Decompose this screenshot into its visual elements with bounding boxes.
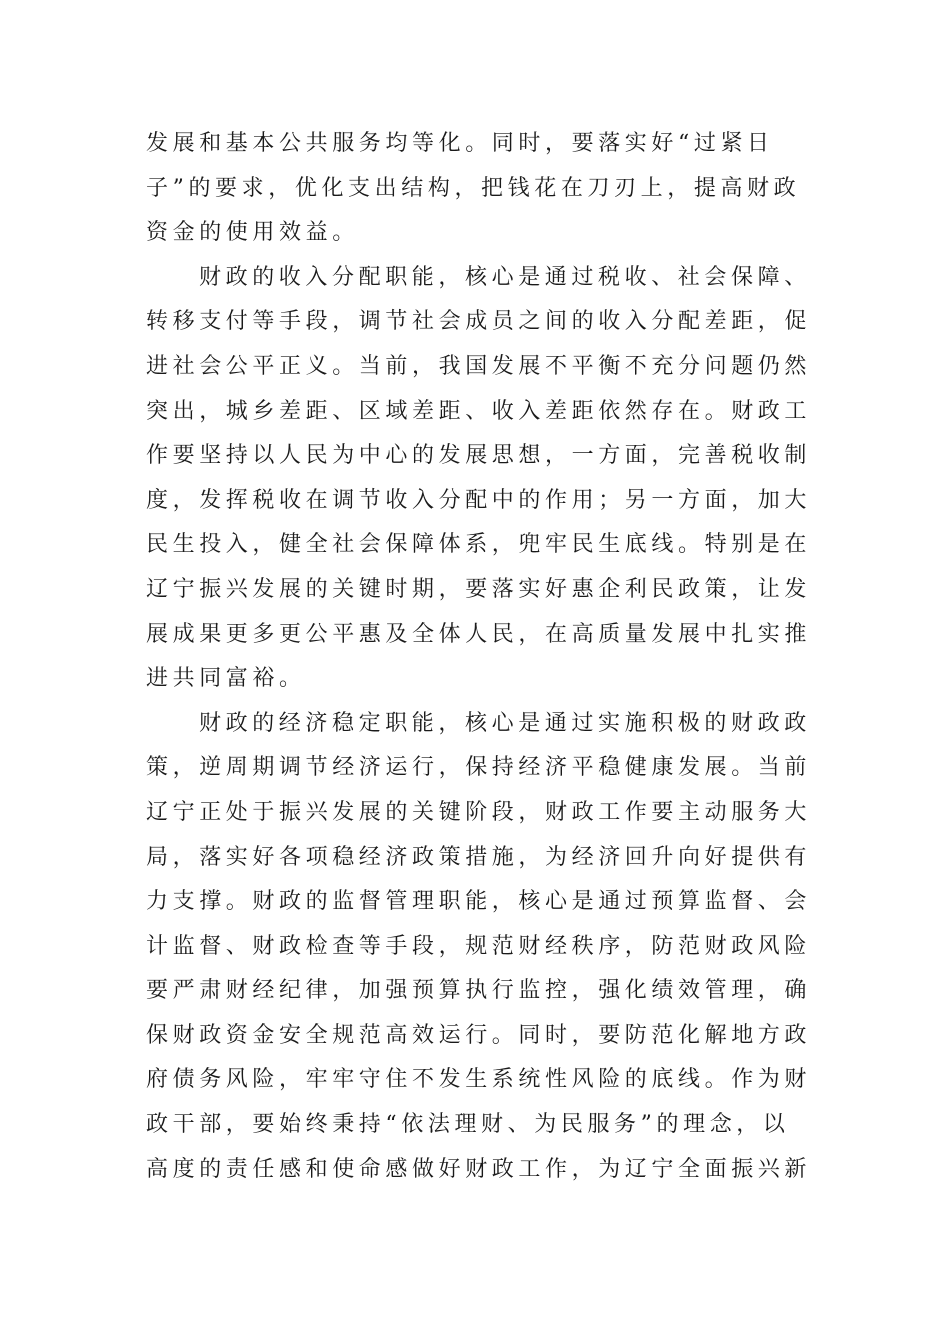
text-line: 民生投入，健全社会保障体系，兜牢民生底线。特别是在 xyxy=(146,532,812,558)
text-line: 进社会公平正义。当前，我国发展不平衡不充分问题仍然 xyxy=(146,353,812,379)
text-line: 计监督、财政检查等手段，规范财经秩序，防范财政风险 xyxy=(146,933,812,959)
text-line: 辽宁正处于振兴发展的关键阶段，财政工作要主动服务大 xyxy=(146,799,812,825)
text-line: 子”的要求，优化支出结构，把钱花在刀刃上，提高财政 xyxy=(146,175,801,201)
text-line: 保财政资金安全规范高效运行。同时，要防范化解地方政 xyxy=(146,1022,812,1048)
text-line: 作要坚持以人民为中心的发展思想，一方面，完善税收制 xyxy=(146,443,812,469)
text-line: 度，发挥税收在调节收入分配中的作用；另一方面，加大 xyxy=(146,487,812,513)
body-text xyxy=(146,122,812,1192)
text-line: 高度的责任感和使命感做好财政工作，为辽宁全面振兴新 xyxy=(146,1156,812,1182)
text-line: 发展和基本公共服务均等化。同时，要落实好“过紧日 xyxy=(146,131,774,156)
paragraph-start-line: 财政的收入分配职能，核心是通过税收、社会保障、 xyxy=(199,264,811,290)
text-line: 进共同富裕。 xyxy=(146,666,306,692)
text-line: 突出，城乡差距、区域差距、收入差距依然存在。财政工 xyxy=(146,398,812,424)
text-line: 策，逆周期调节经济运行，保持经济平稳健康发展。当前 xyxy=(146,755,812,781)
text-line: 辽宁振兴发展的关键时期，要落实好惠企利民政策，让发 xyxy=(146,576,812,602)
text-line: 政干部，要始终秉持“依法理财、为民服务”的理念，以 xyxy=(146,1112,790,1138)
text-line: 局，落实好各项稳经济政策措施，为经济回升向好提供有 xyxy=(146,844,812,870)
paragraph-start-line: 财政的经济稳定职能，核心是通过实施积极的财政政 xyxy=(199,710,811,736)
text-line: 转移支付等手段，调节社会成员之间的收入分配差距，促 xyxy=(146,309,812,335)
text-line: 要严肃财经纪律，加强预算执行监控，强化绩效管理，确 xyxy=(146,978,812,1004)
text-line: 资金的使用效益。 xyxy=(146,220,359,246)
text-line: 府债务风险，牢牢守住不发生系统性风险的底线。作为财 xyxy=(146,1067,812,1093)
text-line: 展成果更多更公平惠及全体人民，在高质量发展中扎实推 xyxy=(146,621,812,647)
text-line: 力支撑。财政的监督管理职能，核心是通过预算监督、会 xyxy=(146,889,812,915)
